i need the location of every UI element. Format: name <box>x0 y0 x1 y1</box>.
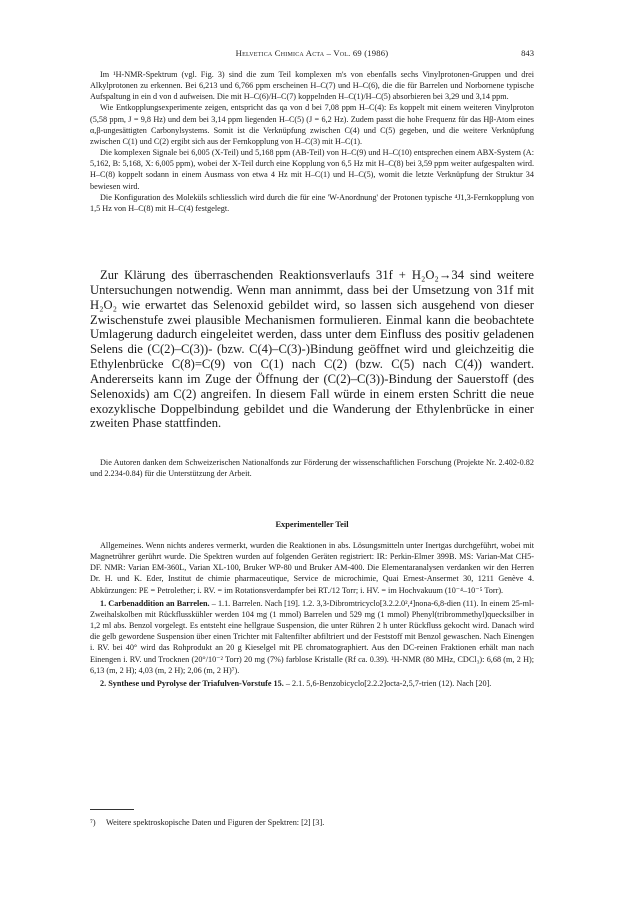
acknowledgement-paragraph: Die Autoren danken dem Schweizerischen Nationalfonds zur Förderung der wissenschaftlichen Forschung (Projekte Nr. 2.402-0.82 und 2.234-0.84) für die Unterstützung der Arbeit. <box>90 458 534 478</box>
section-2-paragraph <box>90 678 534 689</box>
experimental-block <box>90 540 534 689</box>
nmr-discussion-block <box>90 69 534 214</box>
nmr-paragraph-2: Wie Entkopplungsexperimente zeigen, entspricht das qa von d bei 7,08 ppm H–C(4): Es koppelt mit einem weiteren Vinylproton (5,58 ppm, J = 9,8 Hz) und dem bei 3,14 ppm liegenden H–C(5) (J = 6,2 Hz). Zudem passt die hohe Frequenz für das Hβ-Atom eines α,β-ungesättigten Carbonylsystems. Somit ist die Verknüpfung zwischen C(4) und C(5) gegeben, und die weitere Verknüpfung zwischen C(1) und C(2) ergibt sich aus der Fernkopplung von H–C(3) mit H–C(1). <box>90 103 534 146</box>
footnote-text: Weitere spektroskopische Daten und Figuren der Spektren: [2] [3]. <box>106 818 325 827</box>
section-1-paragraph <box>90 598 534 676</box>
footnote <box>90 817 534 828</box>
footnote-mark: ⁷) <box>90 818 96 827</box>
running-header <box>90 48 534 62</box>
nmr-paragraph-3: Die komplexen Signale bei 6,005 (X-Teil) und 5,168 ppm (AB-Teil) von H–C(9) und H–C(10) entsprechen einem ABX-System (A: 5,162, B: 5,168, X: 6,005 ppm), wobei der X-Teil durch eine Kopplung von 6,5 Hz mit H–C(8) bei 3,59 ppm weiter aufgespalten wird. H–C(8) koppelt sodann in einem Ausmass von etwa 4 Hz mit H–C(1) und H–C(5), womit die letzte Verknüpfung der Struktur 34 bewiesen wird. <box>90 148 534 191</box>
section-title-experimental: Experimenteller Teil <box>275 520 349 529</box>
main-discussion <box>90 268 534 431</box>
footnote-divider <box>90 809 134 810</box>
nmr-paragraph-1: Im ¹H-NMR-Spektrum (vgl. Fig. 3) sind die zum Teil komplexen m's von ebenfalls sechs Vinylprotonen-Gruppen und drei Alkylprotonen zu erkennen. Bei 6,213 und 6,766 ppm erscheinen H–C(7) und H–C(6), die die für Barrelen und Norbornene typische Aufspaltung in ein d von d aufweisen. Die mit H–C(6)/H–C(7) koppelnden H–C(1)/H–C(5) absorbieren bei 3,29 und 3,14 ppm. <box>90 70 534 102</box>
acknowledgement-block <box>90 457 534 479</box>
section-1-body: – 1.1. Barrelen. Nach [19]. 1.2. 3,3-Dibromtricyclo[3.2.2.0²,⁴]nona-6,8-dien (11). In einem 25-ml-Zweihalskolben mit Rückflusskühler werden 104 mg (1 mmol) Barrelen und 529 mg (1 mmol) Phenyl(tribrommethyl)quecksilber in 1,2 ml abs. Benzol vorgelegt. Es entsteht eine hellgraue Suspension, die unter Rühren 2 h unter Rückfluss gekocht wird. Danach wird die gelb gewordene Suspension über einen Trichter mit Faltenfilter abfiltriert und der Feststoff mit Benzol gewaschen. Nach Einengen i. RV. bei 40° wird das Rohprodukt an 20 g Kieselgel mit PE chromatographiert. Aus den DC-reinen Fraktionen erhält man nach Einengen i. RV. und Trocknen (20°/10⁻² Torr) 20 mg (7%) farblose Kristalle (Rf ca. 0.39). ¹H-NMR (80 MHz, CDCl₃): 6,68 (m, 2 H); 6,13 (m, 2 H); 4,03 (m, 2 H); 2,06 (m, 2 H)⁷). <box>90 598 534 675</box>
section-1-heading: 1. Carbenaddition an Barrelen. <box>100 598 210 608</box>
section-2-body: – 2.1. 5,6-Benzobicyclo[2.2.2]octa-2,5,7-trien (12). Nach [20]. <box>283 678 492 688</box>
section-2-heading: 2. Synthese und Pyrolyse der Triafulven-Vorstufe 15. <box>100 678 284 688</box>
journal-title: Helvetica Chimica Acta – Vol. 69 (1986) <box>235 48 389 58</box>
page-number: 843 <box>521 48 534 58</box>
nmr-paragraph-4: Die Konfiguration des Moleküls schliesslich wird durch die für eine 'W-Anordnung' der Protonen typische ⁴J1,3-Fernkopplung von 1,5 Hz von H–C(8) mit H–C(4) festgelegt. <box>90 192 534 213</box>
discussion-paragraph: Zur Klärung des überraschenden Reaktionsverlaufs 31f + H₂O₂→34 sind weitere Untersuchungen notwendig. Wenn man annimmt, dass bei der Umsetzung von 31f mit H₂O₂ wie erwartet das Selenoxid gebildet wird, so lassen sich ausgehend von dieser Zwischenstufe zwei plausible Mechanismen formulieren. Einmal kann die beobachtete Umlagerung dadurch eingeleitet werden, dass unter dem Einfluss des positiv geladenen Selens die (C(2)–C(3))- (bzw. C(4)–C(3)-)Bindung geöffnet wird und gleichzeitig die Ethylenbrücke C(8)=C(9) von C(1) nach C(2) (bzw. C(5) nach C(4)) wandert. Andererseits kann im Zuge der Öffnung der (C(2)–C(3))-Bindung der Sauerstoff (des Selenoxids) am C(2) angreifen. In diesem Fall würde in einem ersten Schritt die neue exozyklische Doppelbindung gebildet und die Wanderung der Ethylenbrücke in einer zweiten Phase stattfinden. <box>90 268 534 431</box>
general-methods-paragraph: Allgemeines. Wenn nichts anderes vermerkt, wurden die Reaktionen in abs. Lösungsmitteln unter Inertgas durchgeführt, wobei mit Magnetrührer gerührt wurde. Die Spektren wurden auf folgenden Geräten registriert: IR: Perkin-Elmer 399B. MS: Varian-Mat CH5-DF. NMR: Varian EM-360L, Varian XL-100, Bruker WP-80 und Bruker AM-400. Die Elementaranalysen verdanken wir den Herren Dr. H. und K. Eder, Institut de chimie pharmaceutique, Service de microchimie, Quai Ernest-Ansermet 30, 1211 Genève 4. Abkürzungen: PE = Petrolether; i. RV. = im Rotationsverdampfer bei RT./12 Torr; i. HV. = im Hochvakuum (10⁻⁴–10⁻⁵ Torr). <box>90 541 534 595</box>
